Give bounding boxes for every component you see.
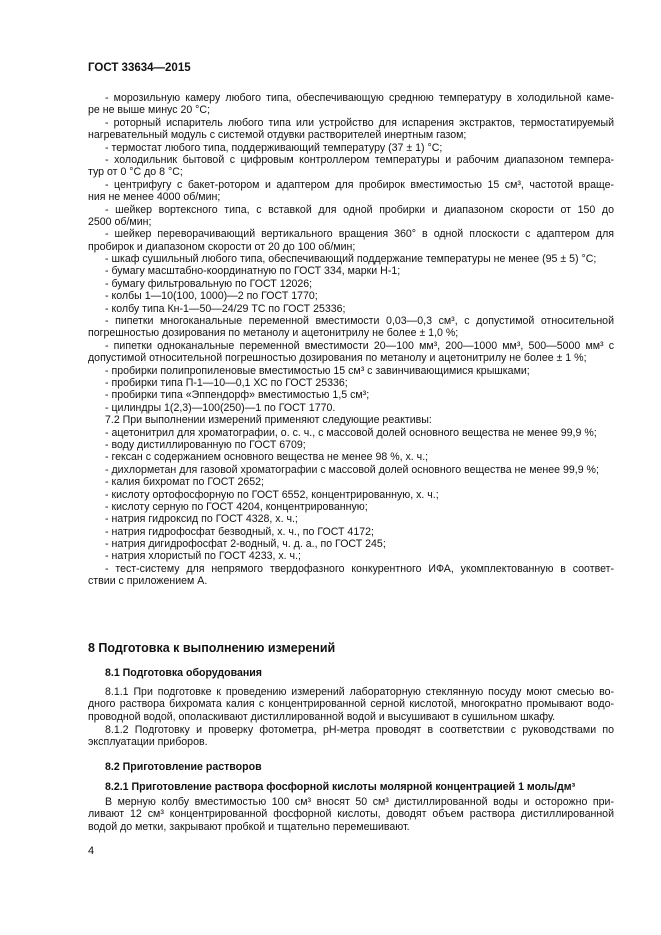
list-item: - шкаф сушильный любого типа, обеспечивающий поддержание температуры не менее (95 ± 5) °С; bbox=[105, 253, 597, 266]
page-header: ГОСТ 33634—2015 bbox=[88, 62, 191, 74]
list-item: нагревательный модуль с системой отдувки растворителей инертным газом; bbox=[88, 129, 467, 142]
text-line: эксплуатации приборов. bbox=[88, 736, 208, 749]
list-item: - пипетки одноканальные переменной вместимости 20—100 мм³, 200—1000 мм³, 500—5000 мм³ с bbox=[105, 339, 614, 352]
list-item: - натрия дигидрофосфат 2-водный, ч. д. а., по ГОСТ 245; bbox=[105, 538, 386, 551]
text-line: проводной водой, ополаскивают дистиллированной водой и высушивают в сушильном шкафу. bbox=[88, 710, 556, 723]
text-line: 8.1.1 При подготовке к проведению измерений лабораторную стеклянную посуду моют смесью во- bbox=[105, 686, 614, 698]
list-item: - холодильник бытовой с цифровым контроллером температуры и рабочим диапазоном темпера- bbox=[105, 153, 614, 166]
text-line: ливают 12 см³ концентрированной фосфорной кислоты, доводят объем раствора дистиллированной bbox=[88, 808, 614, 821]
list-item: - натрия гидрофосфат безводный, х. ч., по ГОСТ 4172; bbox=[105, 525, 374, 538]
list-item: - дихлорметан для газовой хроматографии с массовой долей основного вещества не менее 99,9 %; bbox=[105, 463, 599, 476]
list-item: - натрия хлористый по ГОСТ 4233, х. ч.; bbox=[105, 550, 301, 563]
paragraph-8-1-2 bbox=[88, 724, 614, 749]
paragraph-8-1-1 bbox=[88, 686, 614, 723]
paragraph-8-2-1 bbox=[88, 796, 614, 833]
list-item: - бумагу фильтровальную по ГОСТ 12026; bbox=[105, 277, 313, 290]
list-item: - колбы 1—10(100, 1000)—2 по ГОСТ 1770; bbox=[105, 290, 318, 303]
list-item: - натрия гидроксид по ГОСТ 4328, х. ч.; bbox=[105, 513, 298, 526]
list-item: - калия бихромат по ГОСТ 2652; bbox=[105, 476, 264, 489]
section-8-1-title: 8.1 Подготовка оборудования bbox=[105, 667, 262, 679]
list-item: - гексан с содержанием основного вещества не менее 98 %, х. ч.; bbox=[105, 451, 429, 464]
list-item: - шейкер вортексного типа, с вставкой для одной пробирки и диапазоном скорости от 150 до bbox=[105, 203, 614, 216]
list-item: 2500 об/мин; bbox=[88, 215, 152, 228]
list-item: - бумагу масштабно-координатную по ГОСТ 334, марки Н-1; bbox=[105, 265, 401, 278]
list-item: пробирок и диапазоном скорости от 20 до 100 об/мин; bbox=[88, 240, 356, 253]
list-item: - цилиндры 1(2,3)—100(250)—1 по ГОСТ 1770. bbox=[105, 401, 336, 414]
list-item: тур от 0 °С до 8 °С; bbox=[88, 166, 183, 179]
list-item: допустимой относительной погрешностью дозирования по метанолу и ацетонитрилу не более ± 1 %; bbox=[88, 352, 587, 365]
text-line: дного раствора бихромата калия с концентрированной серной кислотой, многократно промывают водо- bbox=[88, 698, 614, 711]
list-item: - тест-систему для непрямого твердофазного конкурентного ИФА, укомплектованную в соответ- bbox=[105, 562, 614, 575]
text-line: водой до метки, закрывают пробкой и тщательно перемешивают. bbox=[88, 820, 410, 833]
list-item: ре не выше минус 20 °С; bbox=[88, 104, 211, 117]
section-8-2-title: 8.2 Приготовление растворов bbox=[105, 761, 262, 773]
list-item: - пробирки типа П-1—10—0,1 ХС по ГОСТ 25336; bbox=[105, 376, 348, 389]
list-item: - пипетки многоканальные переменной вместимости 0,03—0,3 см³, с допустимой относительной bbox=[105, 315, 614, 328]
list-item: - морозильную камеру любого типа, обеспечивающую среднюю температуру в холодильной каме- bbox=[105, 92, 614, 104]
reagents-intro: 7.2 При выполнении измерений применяют следующие реактивы: bbox=[105, 414, 432, 427]
list-item: - воду дистиллированную по ГОСТ 6709; bbox=[105, 438, 306, 451]
page-number: 4 bbox=[88, 845, 95, 857]
text-line: 8.1.2 Подготовку и проверку фотометра, рН-метра проводят в соответствии с руководствами по bbox=[105, 724, 614, 736]
list-item: - кислоту серную по ГОСТ 4204, концентрированную; bbox=[105, 500, 368, 513]
equipment-list bbox=[88, 92, 614, 588]
list-item: - шейкер переворачивающий вертикального вращения 360° в одной плоскости с адаптером для bbox=[105, 228, 614, 241]
list-item: - термостат любого типа, поддерживающий температуру (37 ± 1) °С; bbox=[105, 141, 443, 154]
list-item: - ацетонитрил для хроматографии, о. с. ч., с массовой долей основного вещества не менее 99,9 %; bbox=[105, 426, 597, 439]
list-item: - кислоту ортофосфорную по ГОСТ 6552, концентрированную, х. ч.; bbox=[105, 488, 439, 501]
list-item: - пробирки типа «Эппендорф» вместимостью 1,5 см³; bbox=[105, 389, 370, 402]
text-line: В мерную колбу вместимостью 100 см³ вносят 50 см³ дистиллированной воды и осторожно при- bbox=[105, 796, 614, 808]
section-8-2-1-title: 8.2.1 Приготовление раствора фосфорной кислоты молярной концентрацией 1 моль/дм³ bbox=[105, 781, 576, 793]
list-item: - колбу типа Кн-1—50—24/29 ТС по ГОСТ 25336; bbox=[105, 302, 346, 315]
section-8-title: 8 Подготовка к выполнению измерений bbox=[88, 641, 336, 655]
list-item: ния не менее 4000 об/мин; bbox=[88, 191, 221, 204]
list-item: ствии с приложением А. bbox=[88, 575, 208, 588]
list-item: - роторный испаритель любого типа или устройство для испарения экстрактов, термостатируемый bbox=[105, 116, 614, 129]
list-item: - пробирки полипропиленовые вместимостью 15 см³ с завинчивающимися крышками; bbox=[105, 364, 530, 377]
list-item: погрешностью дозирования по метанолу и ацетонитрилу не более ± 1,0 %; bbox=[88, 327, 459, 340]
list-item: - центрифугу с бакет-ротором и адаптером для пробирок вместимостью 15 см³, частотой враще- bbox=[105, 178, 614, 191]
